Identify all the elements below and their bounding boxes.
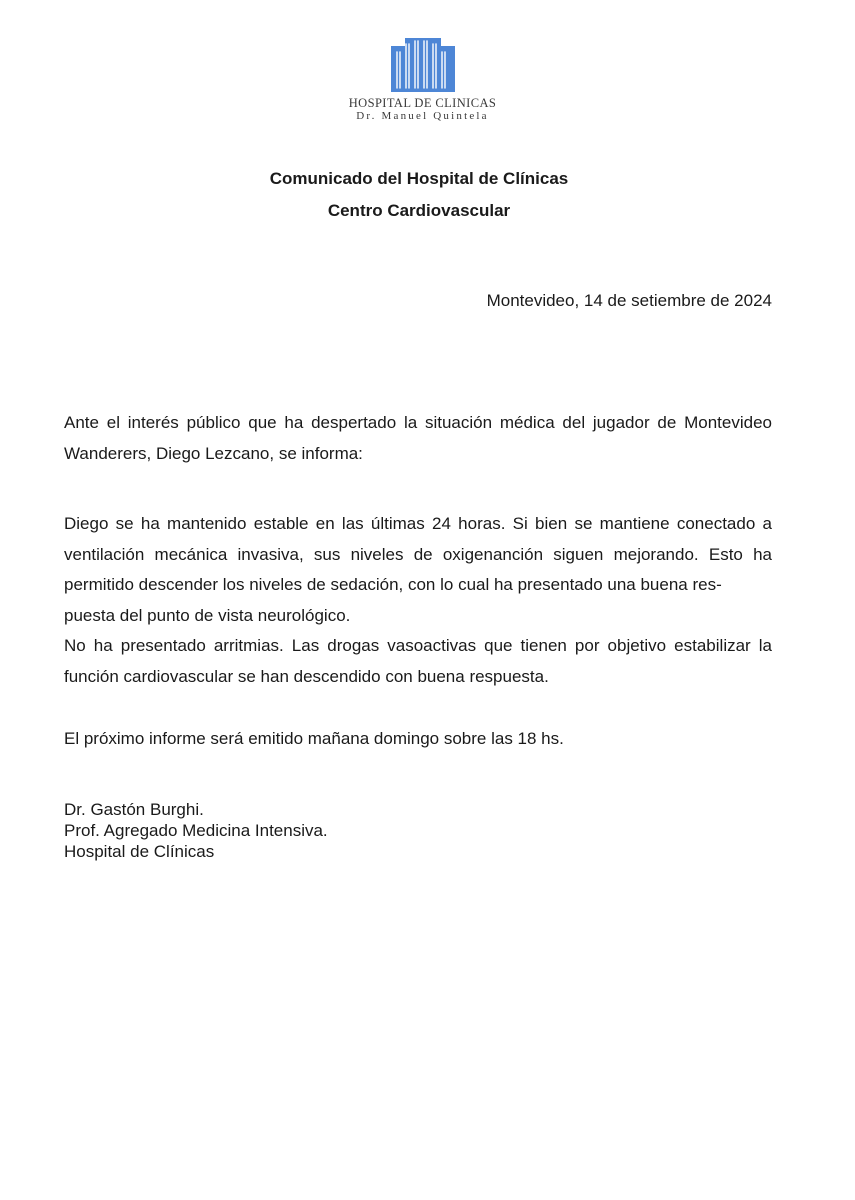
signature-institution: Hospital de Clínicas <box>64 842 215 861</box>
logo-subtitle: Dr. Manuel Quintela <box>356 110 489 122</box>
signature-block <box>64 799 328 862</box>
next-report-paragraph: El próximo informe será emitido mañana domingo sobre las 18 hs. <box>64 729 564 748</box>
status-text-continuation: puesta del punto de vista neurológico. <box>64 605 351 625</box>
hospital-logo <box>335 38 510 123</box>
document-heading <box>0 163 838 227</box>
signature-name: Dr. Gastón Burghi. <box>64 800 204 819</box>
status-text-main: Diego se ha mantenido estable en las últimas 24 horas. Si bien se mantiene conectado a ventilación mecánica invasiva, sus niveles de oxigenanción siguen mejorando. Esto ha permitido descender los niveles de sedación, con lo cual ha presentado una buena res- <box>64 514 772 594</box>
hospital-building-icon <box>391 38 455 92</box>
intro-paragraph: Ante el interés público que ha despertado la situación médica del jugador de Montevideo Wanderers, Diego Lezcano, se informa: <box>64 413 772 463</box>
status-paragraph <box>64 509 772 692</box>
logo-hospital-name: HOSPITAL DE CLINICAS <box>348 96 497 110</box>
heading-subtitle: Centro Cardiovascular <box>327 201 511 220</box>
heading-title: Comunicado del Hospital de Clínicas <box>269 169 569 188</box>
document-date: Montevideo, 14 de setiembre de 2024 <box>486 291 772 310</box>
signature-title: Prof. Agregado Medicina Intensiva. <box>64 821 328 840</box>
status-text-arrhythmias: No ha presentado arritmias. Las drogas vasoactivas que tienen por objetivo estabilizar la función cardiovascular se han descendido con buena respuesta. <box>64 636 772 686</box>
